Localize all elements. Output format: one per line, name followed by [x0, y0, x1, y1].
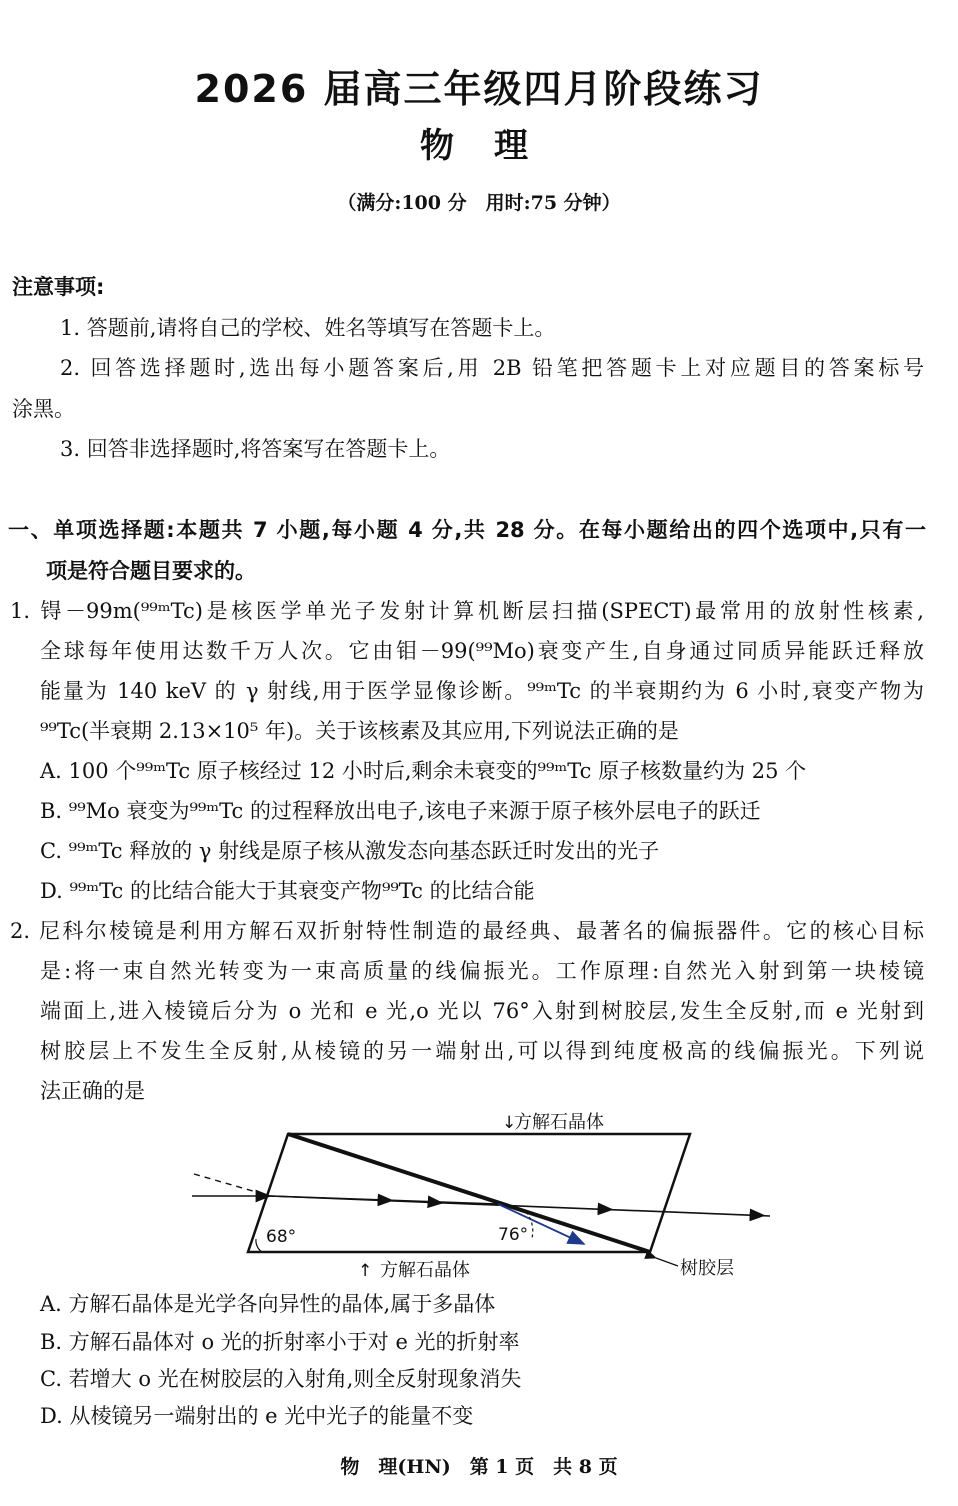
e-ray-arrow-2 — [600, 1209, 612, 1210]
label-resin: 树胶层 — [680, 1258, 734, 1279]
q2-stem-line-2: 是:将一束自然光转变为一束高质量的线偏振光。工作原理:自然光入射到第一块棱镜 — [40, 959, 924, 983]
section1-heading-line-2: 项是符合题目要求的。 — [46, 559, 256, 583]
arrow-up-bottom: ↑ — [358, 1261, 373, 1281]
q1-stem-line-4: ⁹⁹Tc(半衰期 2.13×10⁵ 年)。关于该核素及其应用,下列说法正确的是 — [40, 719, 679, 743]
subject-title: 物理 — [420, 126, 568, 166]
e-ray-arrow-3 — [752, 1215, 764, 1216]
q1-option-b: B. ⁹⁹Mo 衰变为⁹⁹ᵐTc 的过程释放出电子,该电子来源于原子核外层电子的跃迁 — [40, 799, 761, 823]
q2-option-d: D. 从棱镜另一端射出的 e 光中光子的能量不变 — [40, 1404, 474, 1428]
q2-option-a: A. 方解石晶体是光学各向异性的晶体,属于多晶体 — [40, 1292, 496, 1316]
notice-item-3: 3. 回答非选择题时,将答案写在答题卡上。 — [60, 437, 451, 461]
q2-stem-line-4: 树胶层上不发生全反射,从棱镜的另一端射出,可以得到纯度极高的线偏振光。下列说 — [40, 1039, 924, 1063]
q1-option-a: A. 100 个⁹⁹ᵐTc 原子核经过 12 小时后,剩余未衰变的⁹⁹ᵐTc 原子核数量约为 25 个 — [40, 759, 807, 783]
arrow-down-top: ↓ — [502, 1113, 517, 1133]
resin-pointer — [656, 1258, 678, 1266]
page-footer: 物 理(HN) 第 1 页 共 8 页 — [340, 1456, 618, 1478]
q2-option-b: B. 方解石晶体对 o 光的折射率小于对 e 光的折射率 — [40, 1330, 520, 1354]
angle-label-left: 68° — [266, 1227, 297, 1247]
q2-stem-line-3: 端面上,进入棱镜后分为 o 光和 e 光,o 光以 76°入射到树胶层,发生全反射,而 e 光射到 — [40, 999, 924, 1023]
angle-arc-left — [256, 1239, 262, 1252]
q2-option-c: C. 若增大 o 光在树胶层的入射角,则全反射现象消失 — [40, 1367, 522, 1391]
notice-item-2-line-2: 涂黑。 — [12, 397, 75, 421]
q1-stem-line-3: 能量为 140 keV 的 γ 射线,用于医学显像诊断。⁹⁹ᵐTc 的半衰期约为 6 小时,衰变产物为 — [40, 679, 924, 703]
section1-heading-line-1: 一、单项选择题:本题共 7 小题,每小题 4 分,共 28 分。在每小题给出的四个选项中,只有一 — [8, 518, 926, 542]
notice-item-2-line-1: 2. 回答选择题时,选出每小题答案后,用 2B 铅笔把答题卡上对应题目的答案标号 — [60, 356, 924, 380]
q1-option-d: D. ⁹⁹ᵐTc 的比结合能大于其衰变产物⁹⁹Tc 的比结合能 — [40, 879, 535, 903]
label-crystal-top: 方解石晶体 — [514, 1112, 604, 1133]
exam-meta: （满分:100 分 用时:75 分钟） — [337, 192, 621, 214]
q1-option-c: C. ⁹⁹ᵐTc 释放的 γ 射线是原子核从激发态向基态跃迁时发出的光子 — [40, 839, 660, 863]
angle-label-incident: 76° — [498, 1225, 529, 1245]
q1-stem-line-2: 全球每年使用达数千万人次。它由钼－99(⁹⁹Mo)衰变产生,自身通过同质异能跃迁释放 — [40, 639, 924, 663]
nicol-prism-figure — [180, 1108, 780, 1288]
notice-heading: 注意事项: — [12, 275, 105, 299]
normal-dashed-line — [194, 1174, 270, 1196]
q1-stem-line-1: 1. 锝－99m(⁹⁹ᵐTc)是核医学单光子发射计算机断层扫描(SPECT)最常用的放射性核素, — [10, 599, 924, 623]
q2-stem-line-5: 法正确的是 — [40, 1079, 145, 1103]
resin-layer-line — [288, 1134, 650, 1252]
exam-title: 2026 届高三年级四月阶段练习 — [194, 67, 764, 111]
q2-stem-line-1: 2. 尼科尔棱镜是利用方解石双折射特性制造的最经典、最著名的偏振器件。它的核心目标 — [10, 919, 924, 943]
label-crystal-bottom: 方解石晶体 — [380, 1260, 470, 1281]
notice-item-1: 1. 答题前,请将自己的学校、姓名等填写在答题卡上。 — [60, 316, 556, 340]
